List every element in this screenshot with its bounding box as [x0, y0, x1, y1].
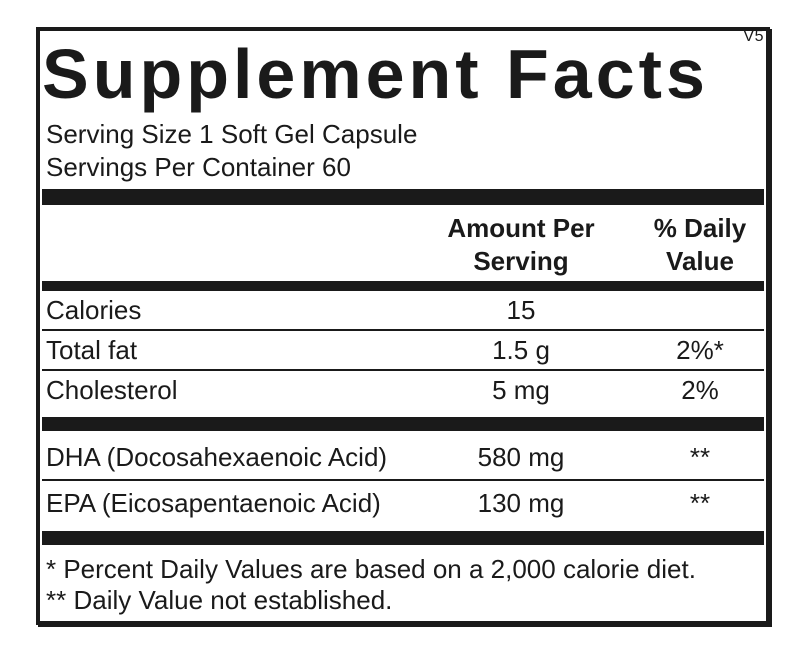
- nutrient-name: Cholesterol: [46, 374, 178, 405]
- table-header-row: [42, 205, 764, 278]
- serving-size-line: Serving Size 1 Soft Gel Capsule: [46, 119, 418, 149]
- table-row: [42, 479, 764, 525]
- nutrient-name: Calories: [46, 294, 142, 325]
- version-tag: V5: [743, 28, 764, 45]
- footnote-daily-values: * Percent Daily Values are based on a 2,000 calorie diet.: [46, 554, 696, 584]
- ingredients-section: [42, 435, 764, 525]
- table-row: [42, 435, 764, 479]
- nutrient-daily-value: 2%*: [676, 334, 724, 365]
- panel-title: Supplement Facts: [42, 35, 709, 113]
- divider-thick-top: [42, 189, 764, 205]
- column-header-amount: Amount Per Serving: [447, 213, 595, 276]
- column-header-daily-value: % Daily Value: [653, 213, 747, 276]
- table-row: [42, 329, 764, 369]
- footnote-not-established: ** Daily Value not established.: [46, 585, 393, 615]
- nutrient-daily-value: 2%: [681, 374, 719, 405]
- table-row: [42, 291, 764, 329]
- divider-thick-bottom: [42, 531, 764, 545]
- ingredient-name: DHA (Docosahexaenoic Acid): [46, 441, 388, 472]
- ingredient-amount: 580 mg: [477, 441, 565, 472]
- divider-header-underline: [42, 281, 764, 291]
- nutrient-amount: 5 mg: [492, 374, 550, 405]
- ingredient-daily-value: **: [689, 487, 711, 518]
- nutrient-amount: 1.5 g: [492, 334, 550, 365]
- divider-thick-middle: [42, 417, 764, 431]
- ingredient-name: EPA (Eicosapentaenoic Acid): [46, 487, 381, 518]
- servings-per-container-line: Servings Per Container 60: [46, 152, 351, 182]
- table-row: [42, 369, 764, 409]
- ingredient-amount: 130 mg: [477, 487, 565, 518]
- supplement-facts-panel: [36, 27, 770, 625]
- nutrients-section: [42, 291, 764, 409]
- nutrient-name: Total fat: [46, 334, 138, 365]
- ingredient-daily-value: **: [689, 441, 711, 472]
- nutrient-amount: 15: [506, 294, 536, 325]
